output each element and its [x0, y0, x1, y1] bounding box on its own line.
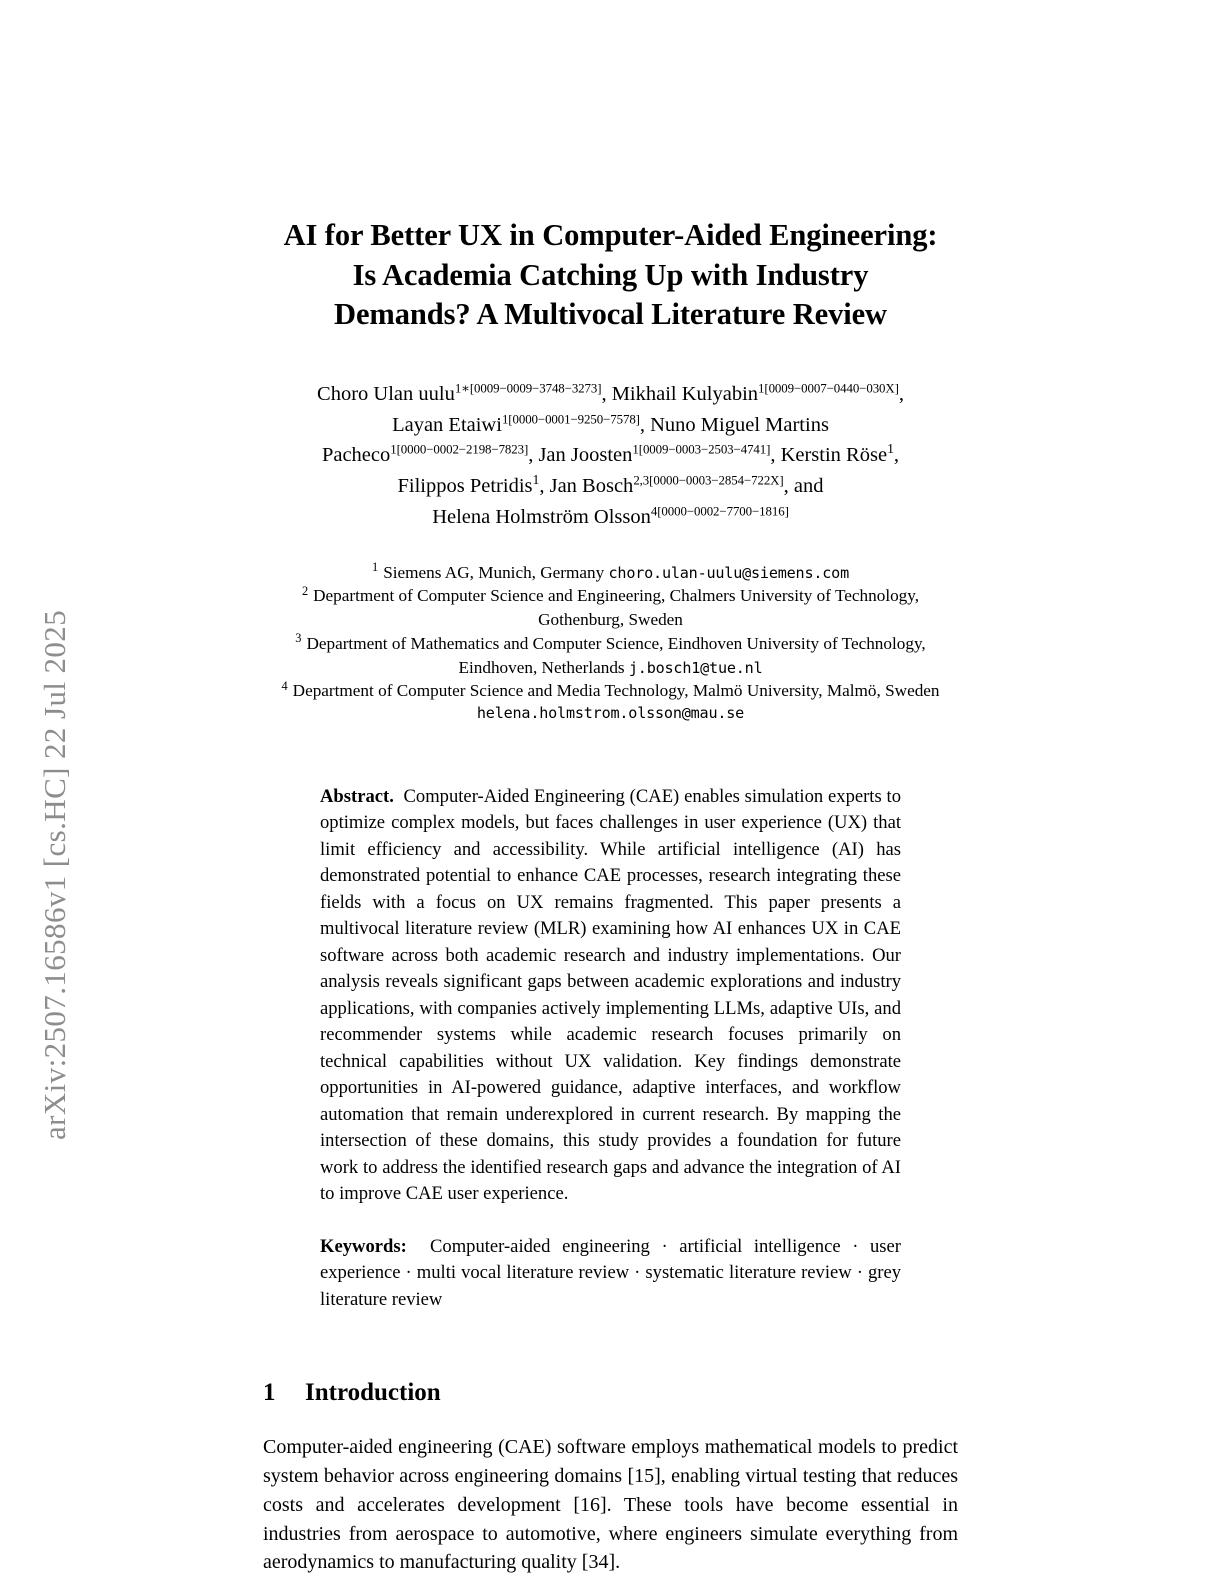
- affiliation-marker: 2: [301, 583, 309, 598]
- author-separator: , and: [783, 475, 824, 498]
- author-affil-orcid: 1[0000−0001−9250−7578]: [501, 411, 640, 427]
- affiliation-item-3: [267, 632, 954, 679]
- affiliation-marker: 4: [281, 678, 288, 693]
- affiliation-marker: 3: [295, 631, 302, 646]
- author-separator: ,: [898, 382, 904, 405]
- author-affil-orcid: 1[0009−0007−0440−030X]: [758, 380, 899, 396]
- affiliation-item-2: [267, 584, 954, 631]
- author-name: Layan Etaiwi: [392, 413, 502, 436]
- author-line-2: [273, 410, 948, 441]
- author-affil-marker: 1: [532, 472, 540, 488]
- author-separator: ,: [528, 444, 539, 467]
- author-name: Jan Joosten: [538, 444, 633, 467]
- abstract-label: Abstract.: [320, 785, 394, 807]
- author-name: Jan Bosch: [549, 475, 634, 498]
- author-separator: ,: [601, 382, 612, 405]
- keywords-paragraph: [320, 1234, 901, 1313]
- section-number: 1: [263, 1379, 276, 1407]
- author-separator: ,: [770, 444, 781, 467]
- abstract-text: Computer-Aided Engineering (CAE) enables simulation experts to optimize complex models, but faces challenges in user experience (UX) that limit efficiency and accessibility. While artificial intelligence (AI) has demonstrated potential to enhance CAE processes, research integrating these fields with a focus on UX remains fragmented. This paper presents a multivocal literature review (MLR) examining how AI enhances UX in CAE software across both academic research and industry implementations. Our analysis reveals significant gaps between academic explorations and industry applications, with companies actively implementing LLMs, adaptive UIs, and recommender systems while academic research focuses primarily on technical capabilities without UX validation. Key findings demonstrate opportunities in AI-powered guidance, adaptive interfaces, and workflow automation that remain underexplored in current research. By mapping the intersection of these domains, this study provides a foundation for future work to address the identified research gaps and advance the integration of AI to improve CAE user experience.: [320, 785, 902, 1205]
- affiliation-email[interactable]: j.bosch1@tue.nl: [628, 658, 763, 677]
- affiliation-text: Department of Mathematics and Computer Science, Eindhoven University of Technology, Eindhoven, Netherlands: [306, 633, 926, 677]
- affiliation-list: [263, 561, 958, 724]
- affiliation-email[interactable]: helena.holmstrom.olsson@mau.se: [476, 704, 745, 723]
- affiliation-text: Siemens AG, Munich, Germany: [383, 562, 609, 582]
- page-title: AI for Better UX in Computer-Aided Engineering: Is Academia Catching Up with Industry Demands? A Multivocal Literature Review: [283, 218, 938, 332]
- arxiv-stamp-text: arXiv:2507.16586v1 [cs.HC] 22 Jul 2025: [37, 609, 72, 1140]
- arxiv-stamp: [0, 0, 110, 1584]
- author-separator: ,: [539, 475, 550, 498]
- author-name: Kerstin Röse: [780, 444, 888, 467]
- author-name: Nuno Miguel Martins: [650, 413, 829, 436]
- section-heading-introduction: [263, 1379, 958, 1407]
- author-affil-orcid: 4[0000−0002−7700−1816]: [650, 503, 789, 519]
- author-affil-marker: 1: [887, 441, 894, 457]
- keywords-text: Computer-aided engineering · artificial intelligence · user experience · multi vocal literature review · systematic literature review · grey literature review: [320, 1235, 901, 1310]
- author-affil-orcid: 1∗[0009−0009−3748−3273]: [454, 380, 602, 396]
- author-line-4: [273, 471, 948, 502]
- author-name: Choro Ulan uulu: [317, 382, 455, 405]
- abstract-block: [320, 784, 901, 1313]
- section-paragraph: Computer-aided engineering (CAE) software employs mathematical models to predict system behavior across engineering domains [15], enabling virtual testing that reduces costs and accelerates development [16]. These tools have become essential in industries from aerospace to automotive, where engineers simulate everything from aerodynamics to manufacturing quality [34].: [263, 1436, 958, 1574]
- author-separator: ,: [893, 444, 900, 467]
- paper-content-column: [263, 0, 958, 1584]
- author-affil-orcid: 2,3[0000−0003−2854−722X]: [633, 472, 784, 488]
- author-separator: ,: [639, 413, 651, 436]
- author-list: [263, 379, 958, 533]
- author-affil-orcid: 1[0000−0002−2198−7823]: [390, 441, 529, 457]
- author-name: Mikhail Kulyabin: [611, 382, 759, 405]
- affiliation-item-4: [267, 679, 954, 703]
- affiliation-marker: 1: [372, 560, 379, 575]
- author-name: Pacheco: [321, 444, 391, 467]
- affiliation-text: Department of Computer Science and Engineering, Chalmers University of Technology, Gothenburg, Sweden: [313, 586, 920, 630]
- section-title: Introduction: [305, 1379, 441, 1407]
- affiliation-email[interactable]: choro.ulan-uulu@siemens.com: [608, 563, 849, 582]
- affiliation-text: Department of Computer Science and Media Technology, Malmö University, Malmö, Sweden: [292, 681, 940, 701]
- affiliation-item-1: [267, 561, 954, 585]
- keywords-label: Keywords:: [320, 1235, 407, 1257]
- author-name: Filippos Petridis: [397, 475, 533, 498]
- author-line-1: [273, 379, 948, 410]
- author-line-5: [273, 502, 948, 533]
- author-line-3: [273, 440, 948, 471]
- author-affil-orcid: 1[0009−0003−2503−4741]: [632, 441, 771, 457]
- abstract-paragraph: [320, 784, 901, 1208]
- author-name: Helena Holmström Olsson: [432, 505, 651, 528]
